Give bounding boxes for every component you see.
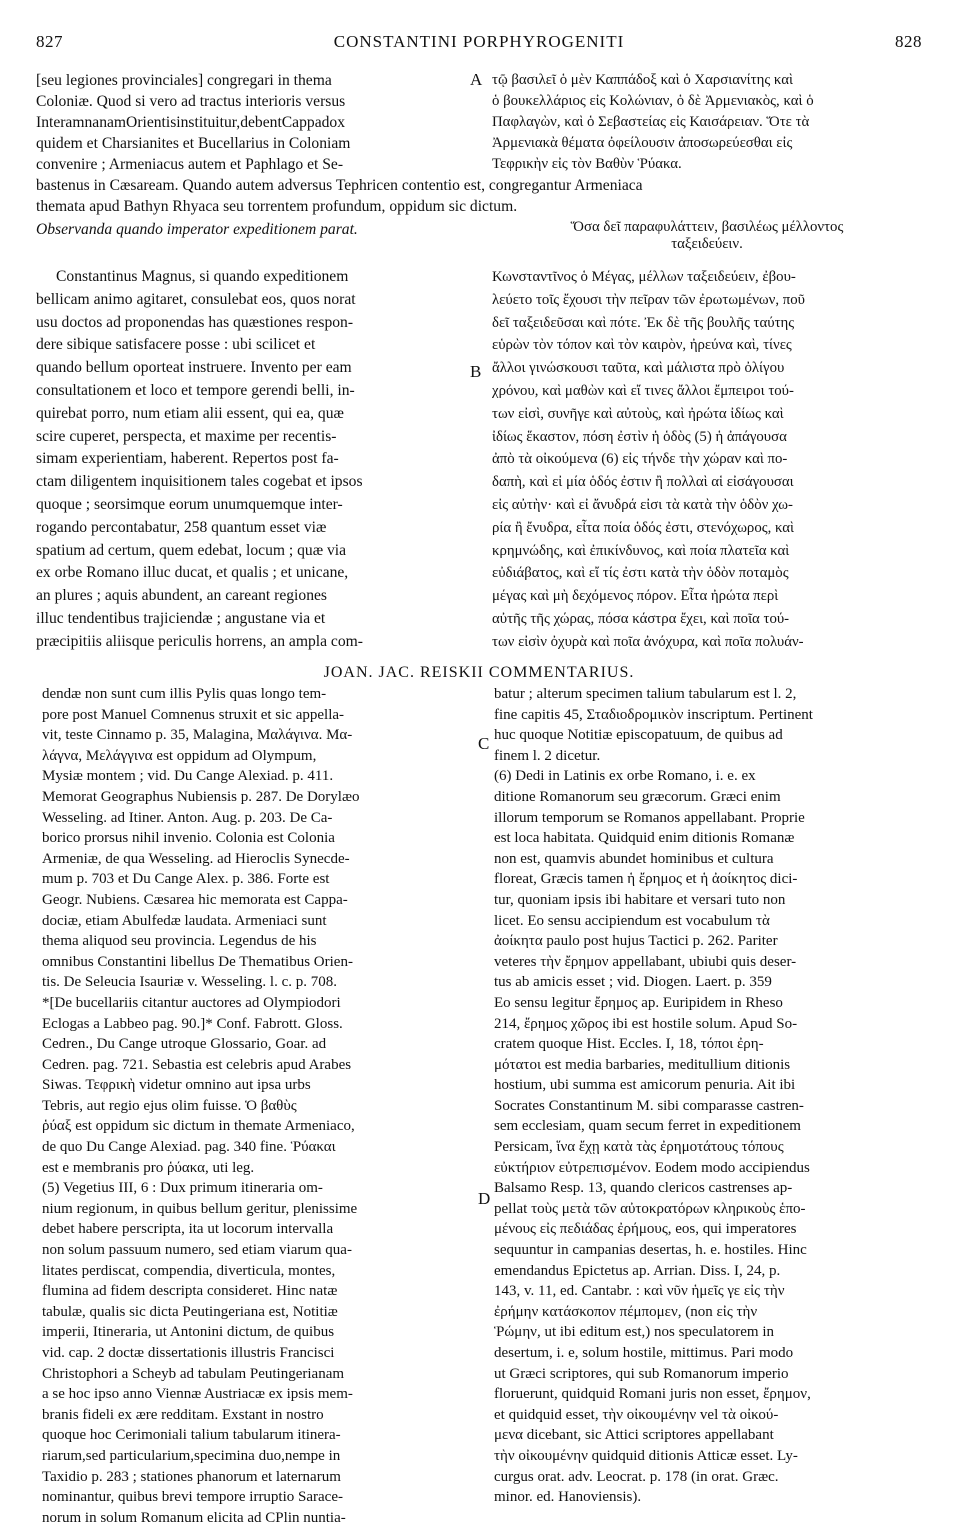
text-line: an plures ; aquis abundent, an careant regiones [36, 587, 327, 605]
note-line: a se hoc ipso anno Viennæ Austriacæ ex ipsis mem- [42, 1386, 353, 1403]
text-line: Ἀρμενιακὰ θέματα ὀφείλουσιν ἀποσωρεύεσθαι εἰς [492, 135, 793, 151]
note-line: Socrates Constantinum M. sibi comparasse castren- [494, 1097, 804, 1114]
note-line: Geogr. Nubiens. Cæsarea hic memorata est Cappa- [42, 891, 348, 908]
note-line: est loca habitata. Quidquid enim ditionis Romanæ [494, 830, 795, 847]
note-line: pellat τοὺς μετὰ τῶν αὐτοκρατόρων κληρικοὺς ἑπο- [494, 1200, 806, 1217]
note-line: 214, ἔρημος χῶρος ibi est hostile solum. Apud So- [494, 1015, 798, 1032]
text-line: δεῖ ταξειδεῦσαι καὶ πότε. Ἐκ δὲ τῆς βουλῆς ταύτης [492, 314, 795, 331]
text-line: Τεφρικὴν εἰς τὸν Βαθὺν Ῥύακα. [492, 156, 682, 172]
text-line: simam experientiam, haberent. Repertos post fa- [36, 450, 339, 468]
note-line: Cedren. pag. 721. Sebastia est celebris apud Arabes [42, 1056, 352, 1073]
note-line: floruerunt, quidquid Romani juris non esset, ἔρημον, [494, 1386, 811, 1403]
note-line: Persicam, ἵνα ἔχῃ κατὰ τὰς ἐρημοτάτους τόπους [494, 1139, 784, 1156]
note-line: λάγνα, Μελάγγινα est oppidum ad Olympum, [42, 747, 317, 764]
note-line: non solum passuum numero, sed etiam viarum qua- [42, 1242, 352, 1259]
top-latin-column [36, 70, 468, 175]
note-line: tur, quoniam ipsis ibi habitare et versari tuto non [494, 891, 786, 908]
note-line: riarum,sed particularium,specimina duo,nempe in [42, 1447, 341, 1464]
note-line: finem l. 2 dicetur. [494, 747, 601, 764]
text-line: δαπὴ, καὶ εἰ μία ὁδός ἐστιν ἢ πολλαὶ αἱ εἰσάγουσαι [492, 474, 794, 491]
note-line: borico prorsus nihil invenio. Colonia est Colonia [42, 830, 335, 847]
note-line: Tebris, aut regio ejus olim fuisse. Ὁ βαθὺς [42, 1097, 297, 1114]
note-line: ἐρήμην κατάσκοπον πέμπομεν, (non εἰς τὴν [494, 1303, 758, 1320]
note-line: minor. ed. Hanoviensis). [494, 1489, 642, 1506]
note-line: curgus orat. adv. Leocrat. p. 178 (in orat. Græc. [494, 1468, 779, 1485]
note-line: non est, quamvis abundet hominibus et cultura [494, 850, 774, 867]
note-line: Balsamo Resp. 13, quando clericos castrenses ap- [494, 1180, 793, 1197]
text-line: τῷ βασιλεῖ ὁ μὲν Καππάδοξ καὶ ὁ Χαρσιανίτης καὶ [492, 72, 793, 88]
note-line: hostium, ubi summa est amicorum penuria. Ait ibi [494, 1077, 796, 1094]
text-line: spatium ad certum, quem edebat, locum ; quæ via [36, 541, 347, 559]
text-line: χρόνου, καὶ μαθὼν καὶ εἴ τινες ἄλλοι ἔμπειροι τού- [492, 382, 794, 399]
text-line: dere sibique satisfacere posse : ubi scilicet et [36, 336, 316, 354]
full-width-line: themata apud Bathyn Rhyaca seu torrentem profundum, oppidum sic dictum. [36, 198, 518, 215]
text-line: illuc tendentibus trajiciendæ ; angustane via et [36, 609, 326, 627]
text-line: εὐδιάβατος, καὶ εἴ τίς ἐστι κατὰ τὴν ὁδὸν ποταμὸς [492, 565, 789, 582]
section-heading-greek [492, 219, 922, 253]
note-line: Christophori a Scheyb ad tabulam Peutingerianam [42, 1365, 345, 1382]
note-line: μενα dicebant, sic Attici scriptores appellabant [494, 1427, 774, 1444]
note-line: pore post Manuel Comnenus struxit et sic appella- [42, 706, 345, 723]
note-line: vid. cap. 2 doctæ dissertationis illustris Francisci [42, 1345, 335, 1361]
text-line: quando bellum oporteat instruere. Invento per eam [36, 359, 352, 377]
text-line: usu doctos ad proponendas has quæstiones respon- [36, 313, 354, 331]
note-line: tus ab amicis esset ; vid. Diogen. Laert. p. 359 [494, 974, 772, 991]
note-line: nium regionum, in quibus bellum geritur, plenissime [42, 1200, 358, 1217]
text-line: Κωνσταντῖνος ὁ Μέγας, μέλλων ταξειδεύειν, ἐβου- [492, 269, 796, 285]
note-line: licet. Eo sensu accipiendum est vocabulum τὰ [494, 912, 770, 929]
note-line: Eclogas a Labbeo pag. 90.]* Conf. Fabrott. Gloss. [42, 1015, 343, 1032]
note-line: ut Græci scriptores, qui sub Romanorum imperio [494, 1365, 789, 1382]
section-heading-latin: Observanda quando imperator expeditionem parat. [36, 221, 358, 238]
text-line: ἄλλοι γινώσκουσι ταῦτα, καὶ μάλιστα πρὸ ὀλίγου [492, 360, 785, 377]
note-line: debet habere perscripta, ita ut locorum intervalla [42, 1221, 334, 1238]
note-line: veteres τὴν ἔρημον appellabant, ubiubi quis deser- [494, 953, 797, 970]
page-number-right: 828 [895, 32, 922, 51]
text-line: præcipitiis aliisque periculis horrens, an ampla com- [36, 632, 363, 650]
note-line: (5) Vegetius III, 6 : Dux primum itineraria om- [42, 1180, 323, 1197]
note-line: norum in solum Romanum elicita ad CPlin nuntia- [42, 1509, 346, 1526]
text-line: scire cuperet, perspecta, et maxime per recentis- [36, 427, 337, 445]
note-line: imperii, Itineraria, ut Antonini dictum, de quibus [42, 1324, 335, 1341]
note-line: tis. De Seleucia Isauriæ v. Wesseling. l. c. p. 708. [42, 974, 337, 991]
note-line: ῥύαξ est oppidum sic dictum in themate Armeniaco, [42, 1118, 355, 1135]
note-line: huc quoque Notitiæ episcopatuum, de quibus ad [494, 727, 783, 744]
note-line: tabulæ, qualis sic dicta Peutingeriana est, Notitiæ [42, 1303, 338, 1320]
note-line: Memorat Geographus Nubiensis p. 287. De Dorylæo [42, 788, 360, 805]
text-line: Coloniæ. Quod si vero ad tractus interioris versus [36, 93, 346, 110]
note-line: Eo sensu legitur ἔρημος ap. Euripidem in Rheso [494, 994, 783, 1011]
running-title: CONSTANTINI PORPHYROGENITI [333, 32, 625, 51]
note-line: Siwas. Τεφρικὴ videtur omnino aut ipsa urbs [42, 1077, 311, 1094]
note-line: emendandus Epictetus ap. Arrian. Diss. I, 24, p. [494, 1262, 781, 1279]
note-line: vit, teste Cinnamo p. 35, Malagina, Μαλάγινα. Μα- [42, 727, 353, 744]
note-line: sem ecclesiam, quam secum ferret in expeditionem [494, 1118, 801, 1135]
margin-marker-d: D [478, 1189, 491, 1208]
text-line: Παφλαγὼν, καὶ ὁ Σεβαστείας εἰς Καισάρειαν. Ὅτε τὰ [492, 114, 810, 130]
text-line: consultationem et loco et tempore gerendi belli, in- [36, 381, 355, 399]
note-line: 143, v. 11, ed. Cantabr. : καὶ νῦν ἡμεῖς γε εἰς τὴν [494, 1283, 785, 1300]
note-line: Taxidio p. 283 ; stationes phanorum et laternarum [42, 1468, 341, 1485]
note-line: εὐκτήριον εὐτρεπισμένον. Eodem modo accipiendus [494, 1159, 810, 1176]
heading-line: Ὅσα δεῖ παραφυλάττειν, βασιλέως μέλλοντος [570, 219, 844, 235]
note-line: dociæ, etiam Abulfedæ laudata. Armeniaci sunt [42, 912, 327, 929]
note-line: illorum temporum se Romanos appellabant. Proprie [494, 809, 805, 826]
note-line: est e membranis pro ῥύακα, uti leg. [42, 1159, 255, 1176]
text-line: quoque ; seorsimque eorum unumquemque inter- [36, 495, 343, 513]
note-line: thema aliquod seu provincia. Legendus de his [42, 933, 317, 950]
main-latin-column [36, 266, 468, 654]
note-line: *[De bucellariis citantur auctores ad Olympiodori [42, 994, 341, 1011]
note-line: litates perdiscat, compendia, diverticula, montes, [42, 1262, 336, 1279]
text-line: quidem et Charsianites et Bucellarius in Coloniam [36, 135, 351, 152]
note-line: Cedren., Du Cange utroque Glossario, Goar. ad [42, 1036, 327, 1053]
note-line: cratem quoque Hist. Eccles. I, 18, τόποι ἐρη- [494, 1036, 764, 1053]
note-line: ἀοίκητα paulo post hujus Tactici p. 262. Pariter [494, 933, 778, 950]
note-line: branis fideli ex ære redditam. Exstant in nostro [42, 1406, 324, 1423]
note-line: floreat, Græcis tamen ἡ ἔρημος et ἡ ἀοίκητος dici- [494, 871, 798, 888]
page-number-left: 827 [36, 32, 63, 51]
note-line: dendæ non sunt cum illis Pylis quas longo tem- [42, 686, 327, 702]
commentary-left-column [42, 684, 472, 1528]
text-line: rogando percontabatur, 258 quantum esset viæ [36, 518, 327, 536]
full-width-line: bastenus in Cæsaream. Quando autem adversus Tephricen contentio est, congregantur Armeniaca [36, 177, 643, 194]
note-line: Wesseling. ad Itiner. Anton. Aug. p. 203. De Ca- [42, 809, 333, 826]
text-line: ρία ἢ ἔνυδρα, εἶτα ποία ὁδός ἐστι, στενόχωρος, καὶ [492, 519, 795, 536]
note-line: sequuntur in campanias desertas, h. e. hostiles. Hinc [494, 1242, 807, 1259]
note-line: (6) Dedi in Latinis ex orbe Romano, i. e. ex [494, 768, 756, 785]
note-line: μότατοι est media barbaries, meditullium ditionis [494, 1056, 791, 1073]
note-line: ditione Romanorum seu græcorum. Græci enim [494, 788, 781, 805]
note-line: omnibus Constantini libellus De Thematibus Orien- [42, 953, 353, 970]
text-line: [seu legiones provinciales] congregari in thema [36, 72, 332, 89]
text-line: των εἰσὶ, συνῆγε καὶ αὐτοὺς, καὶ ἠρώτα ἰδίως καὶ [492, 405, 784, 422]
note-line: batur ; alterum specimen talium tabularum est l. 2, [494, 686, 797, 702]
note-line: μένους εἰς πεδιάδας ἐρήμους, eos, qui imperatores [494, 1221, 797, 1238]
text-line: ἰδίως ἕκαστον, πόση ἐστὶν ἡ ὁδὸς (5) ἡ ἀπάγουσα [492, 428, 787, 445]
note-line: nominantur, quibus brevi tempore irruptio Sarace- [42, 1489, 343, 1506]
note-line: mum p. 703 et Du Cange Alex. p. 386. Forte est [42, 871, 330, 888]
note-line: desertum, i. e, solum hostile, mittimus. Pari modo [494, 1345, 794, 1361]
text-line: Constantinus Magnus, si quando expeditionem [56, 268, 349, 285]
text-line: εἰς αὐτὴν· καὶ εἰ ἄνυδρά εἰσι τὰ κατὰ τὴν ὁδὸν χω- [492, 496, 793, 513]
note-line: Mysiæ montem ; vid. Du Cange Alexiad. p. 411. [42, 768, 334, 785]
note-line: Armeniæ, de qua Wesseling. ad Hieroclis Synecde- [42, 850, 350, 867]
text-line: InteramnanamOrientisinstituitur,debentCappadox [36, 114, 346, 131]
margin-marker-b: B [470, 362, 482, 381]
text-line: ex orbe Romano illuc ducat, et qualis ; et unicane, [36, 564, 349, 582]
main-greek-column [492, 266, 922, 654]
note-line: de quo Du Cange Alexiad. pag. 340 fine. Ῥύακαι [42, 1139, 336, 1156]
top-greek-column [492, 70, 922, 175]
note-line: fine capitis 45, Σταδιοδρομικὸν inscriptum. Pertinent [494, 706, 813, 723]
text-line: λεύετο τοῖς ἔχουσι τὴν πεῖραν τῶν ἐρωτωμένων, ποῦ [492, 291, 805, 308]
text-line: εὑρὼν τὸν τόπον καὶ τὸν καιρὸν, ἠρεύνα καὶ, τίνες [492, 337, 792, 354]
text-line: ἀπὸ τὰ οἰκούμενα (6) εἰς τήνδε τὴν χώραν καὶ πο- [492, 451, 788, 468]
text-line: των εἰσὶν ὀχυρὰ καὶ ποῖα ἀνόχυρα, καὶ ποῖα πολυάν- [492, 633, 804, 650]
text-line: μέγας καὶ μὴ δεχόμενος πόρον. Εἶτα ἠρώτα περὶ [492, 588, 779, 605]
commentary-right-column [494, 684, 922, 1508]
text-line: bellicam animo agitaret, consulebat eos, quos norat [36, 290, 356, 308]
margin-marker-a: A [470, 70, 483, 89]
margin-marker-c: C [478, 734, 490, 753]
note-line: Ῥώμην, ut ibi editum est,) nos speculatorem in [494, 1324, 774, 1341]
note-line: flumina ad fidem descripta consideret. Hinc natæ [42, 1283, 338, 1300]
heading-line: ταξειδεύειν. [671, 236, 743, 252]
note-line: quoque hoc Cerimoniali talium tabularum itinera- [42, 1427, 341, 1444]
text-line: convenire ; Armeniacus autem et Paphlago et Se- [36, 156, 344, 173]
note-line: τὴν οἰκουμένην quidquid ditionis Atticæ esset. Ly- [494, 1447, 798, 1464]
text-line: αὐτῆς τῆς χώρας, πόσα κάστρα ἔχει, καὶ ποῖα τού- [492, 610, 790, 627]
running-header [36, 32, 922, 56]
text-line: ctam diligentem inquisitionem tales cogebat et ipsos [36, 473, 363, 491]
commentary-title: JOAN. JAC. REISKII COMMENTARIUS. [323, 664, 635, 681]
text-line: κρημνώδης, καὶ ἐπικίνδυνος, καὶ ποία πλατεῖα καὶ [492, 542, 790, 559]
text-line: quirebat porro, num etiam alii essent, qui ea, quæ [36, 404, 344, 422]
text-line: ὁ βουκελλάριος εἰς Κολώνιαν, ὁ δὲ Ἀρμενιακὸς, καὶ ὁ [492, 93, 814, 109]
note-line: et quidquid esset, τὴν οἰκουμένην vel τὰ οἰκού- [494, 1406, 779, 1423]
